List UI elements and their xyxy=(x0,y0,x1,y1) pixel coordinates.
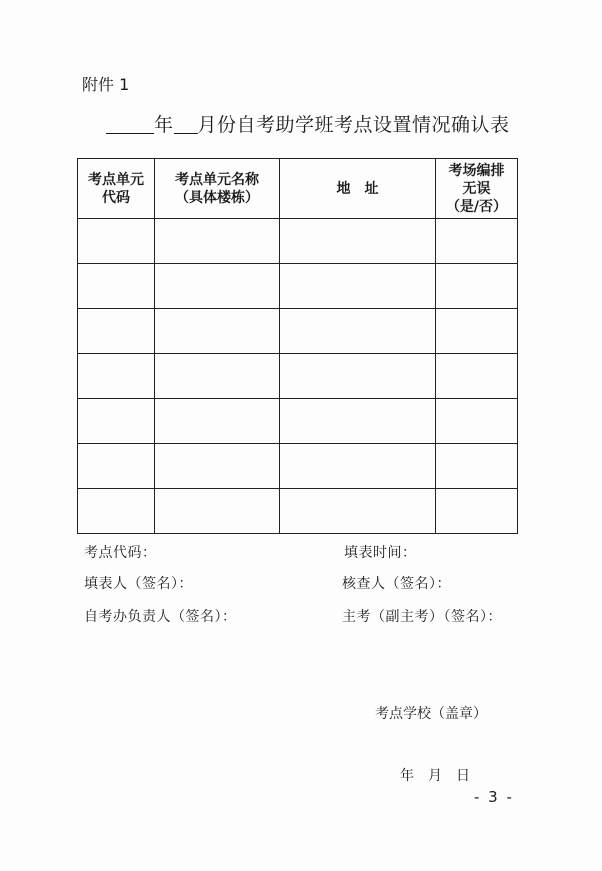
arrangement-cell[interactable] xyxy=(436,309,518,354)
arrangement-cell[interactable] xyxy=(436,264,518,309)
arrangement-cell[interactable] xyxy=(436,489,518,534)
form-title xyxy=(106,110,510,137)
unit-name-cell[interactable] xyxy=(155,399,280,444)
table-row xyxy=(78,489,518,534)
table-row xyxy=(78,444,518,489)
title-month-suffix: 月份自考助学班考点设置情况确认表 xyxy=(197,114,510,136)
address-cell[interactable] xyxy=(280,399,436,444)
unit-code-cell[interactable] xyxy=(78,264,155,309)
filler-signature-field: 填表人（签名）： xyxy=(84,576,193,592)
page-number: - 3 - xyxy=(474,788,514,806)
arrangement-cell[interactable] xyxy=(436,219,518,264)
table-body xyxy=(78,219,518,534)
exam-code-field: 考点代码： xyxy=(84,545,157,561)
unit-name-cell[interactable] xyxy=(155,264,280,309)
header-unit-name: 考点单元名称 （具体楼栋） xyxy=(155,159,280,219)
unit-code-cell[interactable] xyxy=(78,309,155,354)
title-year-suffix: 年 xyxy=(154,114,174,136)
table-row xyxy=(78,399,518,444)
month-blank[interactable] xyxy=(174,115,198,134)
confirmation-table xyxy=(77,158,518,534)
address-cell[interactable] xyxy=(280,309,436,354)
header-arrangement-correct: 考场编排 无误 （是/否） xyxy=(436,159,518,219)
unit-code-cell[interactable] xyxy=(78,354,155,399)
unit-code-cell[interactable] xyxy=(78,444,155,489)
arrangement-cell[interactable] xyxy=(436,354,518,399)
unit-code-cell[interactable] xyxy=(78,399,155,444)
year-blank[interactable] xyxy=(106,115,154,134)
school-seal-label: 考点学校（盖章） xyxy=(375,706,487,722)
table-header-row xyxy=(78,159,518,219)
arrangement-cell[interactable] xyxy=(436,399,518,444)
address-cell[interactable] xyxy=(280,219,436,264)
address-cell[interactable] xyxy=(280,444,436,489)
unit-name-cell[interactable] xyxy=(155,309,280,354)
header-address: 地 址 xyxy=(280,159,436,219)
unit-name-cell[interactable] xyxy=(155,489,280,534)
unit-code-cell[interactable] xyxy=(78,219,155,264)
table-row xyxy=(78,264,518,309)
unit-code-cell[interactable] xyxy=(78,489,155,534)
attachment-label: 附件 1 xyxy=(82,75,130,94)
table-row xyxy=(78,219,518,264)
fill-time-field: 填表时间： xyxy=(344,545,417,561)
address-cell[interactable] xyxy=(280,264,436,309)
checker-signature-field: 核查人（签名）： xyxy=(342,576,451,592)
chief-examiner-signature-field: 主考（副主考）（签名）： xyxy=(342,609,502,625)
address-cell[interactable] xyxy=(280,354,436,399)
unit-name-cell[interactable] xyxy=(155,219,280,264)
arrangement-cell[interactable] xyxy=(436,444,518,489)
table-row xyxy=(78,309,518,354)
header-unit-code: 考点单元 代码 xyxy=(78,159,155,219)
unit-name-cell[interactable] xyxy=(155,354,280,399)
unit-name-cell[interactable] xyxy=(155,444,280,489)
responsible-signature-field: 自考办负责人（签名）： xyxy=(84,609,237,625)
date-label: 年 月 日 xyxy=(400,768,470,784)
address-cell[interactable] xyxy=(280,489,436,534)
table-row xyxy=(78,354,518,399)
